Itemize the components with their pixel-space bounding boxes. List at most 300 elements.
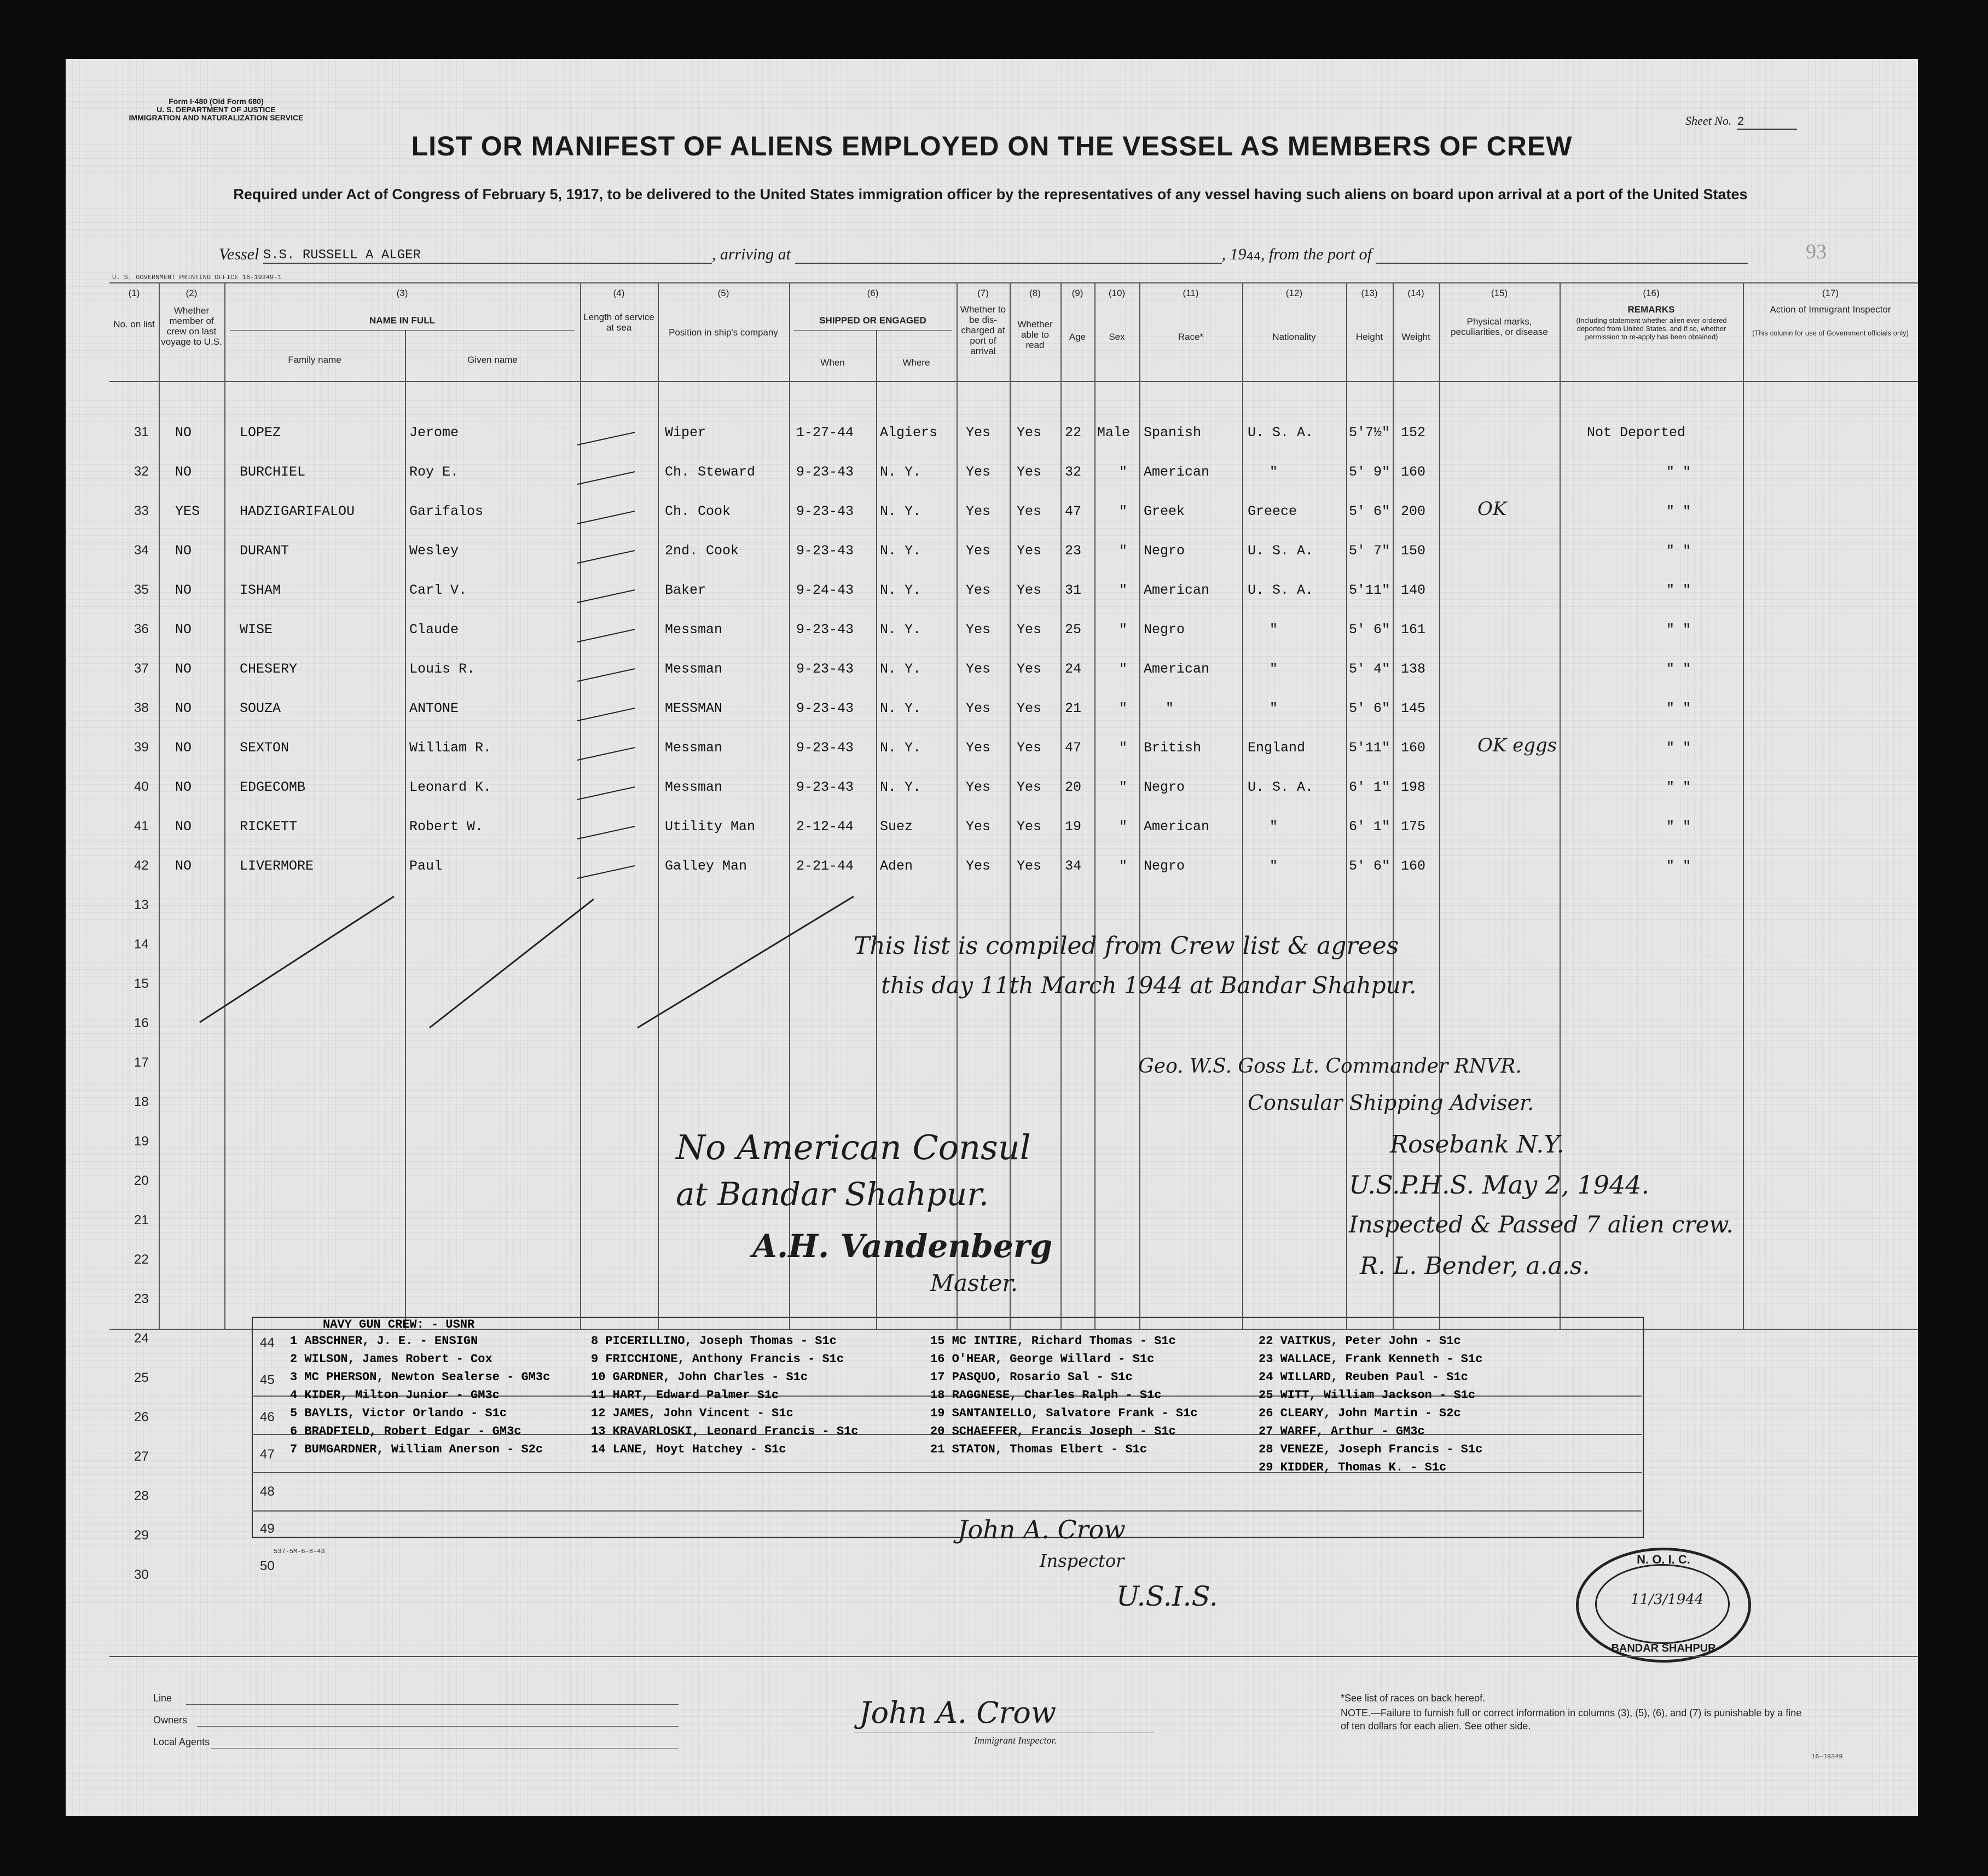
race-cell: Negro: [1144, 779, 1185, 795]
col-number: (2): [186, 288, 198, 298]
sex-cell: ": [1119, 700, 1128, 716]
navy-row-number: 46: [260, 1410, 275, 1425]
page-title: LIST OR MANIFEST OF ALIENS EMPLOYED ON THE VESSEL AS MEMBERS OF CREW: [411, 131, 1573, 161]
col-number: (11): [1183, 288, 1199, 298]
navy-crew-entry: 8 PICERILLINO, Joseph Thomas - S1c: [591, 1334, 837, 1348]
form-id-line: IMMIGRATION AND NATURALIZATION SERVICE: [129, 113, 304, 122]
line-number: 34: [134, 543, 149, 558]
header-no-on-list: No. on list: [113, 319, 155, 329]
family-name-cell: SOUZA: [240, 700, 281, 716]
discharged-cell: Yes: [966, 425, 991, 441]
position-cell: Messman: [665, 740, 723, 756]
position-cell: Wiper: [665, 425, 706, 441]
officer-signature: Geo. W.S. Goss Lt. Commander RNVR.: [1138, 1055, 1522, 1078]
footer-fill-line: [186, 1704, 679, 1705]
shipped-when-cell: 9-23-43: [796, 622, 854, 638]
weight-cell: 160: [1401, 858, 1426, 874]
shipped-when-cell: 9-23-43: [796, 503, 854, 519]
height-cell: 5' 6": [1349, 858, 1390, 874]
naval-office-stamp: [1576, 1548, 1751, 1663]
member-cell: NO: [175, 622, 192, 638]
manifest-sheet: [66, 59, 1918, 1816]
race-cell: British: [1144, 740, 1202, 756]
race-cell: American: [1144, 819, 1210, 835]
footer-races-note: *See list of races on back hereof.: [1341, 1693, 1486, 1704]
line-number: 41: [134, 819, 149, 833]
navy-crew-entry: 24 WILLARD, Reuben Paul - S1c: [1259, 1370, 1468, 1384]
family-name-cell: HADZIGARIFALOU: [240, 503, 355, 519]
remarks-cell: " ": [1666, 464, 1691, 480]
footer-inspector-signature: John A. Crow: [859, 1695, 1057, 1730]
member-cell: NO: [175, 661, 192, 677]
race-cell: ": [1166, 700, 1174, 716]
height-cell: 5' 6": [1349, 622, 1390, 638]
read-cell: Yes: [1017, 425, 1042, 441]
header-remarks-note: (Including statement whether alien ever ordered deported from United States, and if so, whether permission to re-apply has been obtained): [1576, 316, 1727, 341]
read-cell: Yes: [1017, 503, 1042, 519]
nationality-cell: U. S. A.: [1248, 582, 1314, 598]
discharged-cell: Yes: [966, 582, 991, 598]
height-cell: 5' 6": [1349, 503, 1390, 519]
given-name-cell: Leonard K.: [409, 779, 492, 795]
weight-cell: 175: [1401, 819, 1426, 835]
weight-cell: 150: [1401, 543, 1426, 559]
cancel-slash: [430, 899, 594, 1028]
member-cell: NO: [175, 543, 192, 559]
height-cell: 6' 1": [1349, 819, 1390, 835]
age-cell: 22: [1065, 425, 1082, 441]
member-cell: NO: [175, 779, 192, 795]
shipped-when-cell: 2-12-44: [796, 819, 854, 835]
position-cell: 2nd. Cook: [665, 543, 739, 559]
footer-line-label: Line: [153, 1693, 172, 1704]
navy-crew-entry: 12 JAMES, John Vincent - S1c: [591, 1406, 793, 1420]
sex-cell: ": [1119, 543, 1128, 559]
line-number: 24: [134, 1331, 149, 1346]
age-cell: 47: [1065, 740, 1082, 756]
navy-crew-entry: 28 VENEZE, Joseph Francis - S1c: [1259, 1443, 1483, 1456]
position-cell: Baker: [665, 582, 706, 598]
stamp-top-text: N. O. I. C.: [1637, 1553, 1690, 1566]
weight-cell: 198: [1401, 779, 1426, 795]
line-number: 30: [134, 1567, 149, 1582]
family-name-cell: BURCHIEL: [240, 464, 306, 480]
family-name-cell: EDGECOMB: [240, 779, 306, 795]
header-race: Race*: [1178, 332, 1204, 342]
remarks-cell: " ": [1666, 779, 1691, 795]
position-cell: Utility Man: [665, 819, 756, 835]
given-name-cell: Wesley: [409, 543, 459, 559]
length-tick: [577, 826, 635, 839]
age-cell: 19: [1065, 819, 1082, 835]
shipped-where-cell: N. Y.: [880, 700, 921, 716]
physical-marks-cell: OK: [1477, 498, 1507, 520]
footer-owners-label: Owners: [153, 1715, 188, 1726]
navy-crew-entry: 17 PASQUO, Rosario Sal - S1c: [930, 1370, 1133, 1384]
header-age: Age: [1069, 332, 1086, 342]
officer-title: Consular Shipping Adviser.: [1248, 1091, 1534, 1115]
given-name-cell: Roy E.: [409, 464, 459, 480]
weight-cell: 152: [1401, 425, 1426, 441]
navy-crew-entry: 23 WALLACE, Frank Kenneth - S1c: [1259, 1352, 1483, 1366]
sex-cell: ": [1119, 464, 1128, 480]
length-tick: [577, 590, 635, 603]
family-name-cell: ISHAM: [240, 582, 281, 598]
sex-cell: Male: [1097, 425, 1131, 441]
sex-cell: ": [1119, 779, 1128, 795]
line-number: 40: [134, 779, 149, 794]
navy-crew-entry: 10 GARDNER, John Charles - S1c: [591, 1370, 808, 1384]
sex-cell: ": [1119, 740, 1128, 756]
position-cell: Galley Man: [665, 858, 747, 874]
remarks-cell: Not Deported: [1587, 425, 1686, 441]
navy-crew-entry: 20 SCHAEFFER, Francis Joseph - S1c: [930, 1425, 1176, 1438]
navy-rule: [252, 1510, 1642, 1512]
member-cell: YES: [175, 503, 200, 519]
line-number: 21: [134, 1213, 149, 1227]
height-cell: 5' 7": [1349, 543, 1390, 559]
read-cell: Yes: [1017, 661, 1042, 677]
length-tick: [577, 629, 635, 642]
line-number: 29: [134, 1528, 149, 1543]
given-name-cell: Carl V.: [409, 582, 467, 598]
remarks-cell: " ": [1666, 661, 1691, 677]
given-name-cell: Paul: [409, 858, 443, 874]
length-tick: [577, 432, 635, 445]
col-number: (5): [717, 288, 729, 298]
discharged-cell: Yes: [966, 622, 991, 638]
nationality-cell: ": [1270, 464, 1278, 480]
sex-cell: ": [1119, 661, 1128, 677]
weight-cell: 145: [1401, 700, 1426, 716]
header-when: When: [820, 357, 845, 368]
header-whether-member: Whether member of crew on last voyage to U.S.: [161, 305, 222, 347]
age-cell: 32: [1065, 464, 1082, 480]
navy-crew-entry: 3 MC PHERSON, Newton Sealerse - GM3c: [290, 1370, 550, 1384]
header-action-note: (This column for use of Government officials only): [1752, 329, 1909, 337]
master-signature: A.H. Vandenberg: [752, 1227, 1052, 1265]
sex-cell: ": [1119, 503, 1128, 519]
col-number: (1): [128, 288, 140, 298]
navy-crew-entry: 18 RAGGNESE, Charles Ralph - S1c: [930, 1388, 1162, 1402]
race-cell: American: [1144, 464, 1210, 480]
line-number: 13: [134, 898, 149, 912]
navy-crew-entry: 19 SANTANIELLO, Salvatore Frank - S1c: [930, 1406, 1198, 1420]
remarks-cell: " ": [1666, 503, 1691, 519]
col-number: (14): [1407, 288, 1424, 298]
member-cell: NO: [175, 582, 192, 598]
line-number: 38: [134, 700, 149, 715]
line-number: 33: [134, 503, 149, 518]
header-name-in-full: NAME IN FULL: [369, 315, 435, 326]
shipped-when-cell: 9-23-43: [796, 700, 854, 716]
shipped-when-cell: 9-24-43: [796, 582, 854, 598]
header-able-read: Whether able to read: [1017, 319, 1053, 350]
col-number: (9): [1071, 288, 1083, 298]
vessel-name: S.S. RUSSELL A ALGER: [263, 248, 712, 264]
line-number: 17: [134, 1055, 149, 1070]
header-nationality: Nationality: [1272, 332, 1316, 342]
length-tick: [577, 511, 635, 524]
line-number: 14: [134, 937, 149, 952]
header-physical-marks: Physical marks, peculiarities, or disease: [1451, 316, 1548, 337]
line-number: 25: [134, 1370, 149, 1385]
weight-cell: 140: [1401, 582, 1426, 598]
printing-office: U. S. GOVERNMENT PRINTING OFFICE 16-19349-1: [112, 274, 282, 281]
discharged-cell: Yes: [966, 661, 991, 677]
navy-crew-entry: 29 KIDDER, Thomas K. - S1c: [1259, 1461, 1447, 1474]
stamp-bottom-text: BANDAR SHAHPUR: [1611, 1642, 1716, 1654]
nationality-cell: ": [1270, 622, 1278, 638]
weight-cell: 160: [1401, 740, 1426, 756]
length-tick: [577, 787, 635, 800]
line-number: 37: [134, 661, 149, 676]
discharged-cell: Yes: [966, 464, 991, 480]
usis-note: U.S.I.S.: [1116, 1580, 1218, 1612]
height-cell: 5'11": [1349, 740, 1390, 756]
master-title: Master.: [930, 1270, 1018, 1296]
form-id-line: Form I-480 (Old Form 680): [169, 97, 264, 106]
race-cell: American: [1144, 582, 1210, 598]
given-name-cell: Claude: [409, 622, 459, 638]
family-name-cell: WISE: [240, 622, 273, 638]
position-cell: Ch. Cook: [665, 503, 731, 519]
height-cell: 5' 4": [1349, 661, 1390, 677]
navy-crew-entry: 26 CLEARY, John Martin - S2c: [1259, 1406, 1461, 1420]
inspection-note-line-1: Rosebank N.Y.: [1390, 1131, 1564, 1159]
col-number: (13): [1361, 288, 1378, 298]
line-number: 16: [134, 1016, 149, 1030]
position-cell: Messman: [665, 622, 723, 638]
col-number: (12): [1285, 288, 1303, 298]
length-tick: [577, 748, 635, 760]
position-cell: MESSMAN: [665, 700, 723, 716]
header-shipped-engaged: SHIPPED OR ENGAGED: [819, 315, 926, 326]
race-cell: Negro: [1144, 622, 1185, 638]
given-name-cell: Robert W.: [409, 819, 484, 835]
race-cell: American: [1144, 661, 1210, 677]
navy-crew-entry: 1 ABSCHNER, J. E. - ENSIGN: [290, 1334, 478, 1348]
cancel-slash: [637, 896, 854, 1028]
weight-cell: 200: [1401, 503, 1426, 519]
family-name-cell: LOPEZ: [240, 425, 281, 441]
age-cell: 34: [1065, 858, 1082, 874]
given-name-cell: Garifalos: [409, 503, 484, 519]
navy-crew-entry: 21 STATON, Thomas Elbert - S1c: [930, 1443, 1147, 1456]
compiled-note-line-2: this day 11th March 1944 at Bandar Shahpur.: [881, 972, 1417, 999]
navy-crew-entry: 5 BAYLIS, Victor Orlando - S1c: [290, 1406, 507, 1420]
col-number: (17): [1822, 288, 1839, 298]
member-cell: NO: [175, 464, 192, 480]
discharged-cell: Yes: [966, 779, 991, 795]
navy-crew-entry: 25 WITT, William Jackson - S1c: [1259, 1388, 1476, 1402]
age-cell: 47: [1065, 503, 1082, 519]
position-cell: Ch. Steward: [665, 464, 756, 480]
col-number: (7): [977, 288, 989, 298]
discharged-cell: Yes: [966, 700, 991, 716]
header-sex: Sex: [1109, 332, 1125, 342]
weight-cell: 161: [1401, 622, 1426, 638]
line-number: 27: [134, 1449, 149, 1464]
nationality-cell: ": [1270, 858, 1278, 874]
read-cell: Yes: [1017, 700, 1042, 716]
navy-print-code: 537-5M-6-8-43: [274, 1548, 325, 1555]
page-code: 93: [1806, 240, 1827, 263]
age-cell: 20: [1065, 779, 1082, 795]
nationality-cell: ": [1270, 700, 1278, 716]
header-action: Action of Immigrant Inspector: [1770, 304, 1891, 315]
footer-agents-label: Local Agents: [153, 1736, 210, 1747]
col-number: (10): [1108, 288, 1126, 298]
length-tick: [577, 866, 635, 878]
physical-marks-cell: OK eggs: [1477, 734, 1557, 756]
shipped-where-cell: N. Y.: [880, 543, 921, 559]
age-cell: 21: [1065, 700, 1082, 716]
line-number: 32: [134, 464, 149, 479]
line-number: 31: [134, 425, 149, 439]
navy-crew-entry: 4 KIDER, Milton Junior - GM3c: [290, 1388, 500, 1402]
discharged-cell: Yes: [966, 503, 991, 519]
navy-crew-entry: 22 VAITKUS, Peter John - S1c: [1259, 1334, 1461, 1348]
race-cell: Negro: [1144, 858, 1185, 874]
shipped-where-cell: N. Y.: [880, 582, 921, 598]
footer-rule: [109, 1656, 1918, 1657]
line-number: 20: [134, 1173, 149, 1188]
position-cell: Messman: [665, 779, 723, 795]
footer-penalty-note: NOTE.—Failure to furnish full or correct information in columns (3), (5), (6), and (7) is punishable by a fine of ten dollars for each alien. See other side.: [1341, 1707, 1802, 1732]
year-prefix: , 19: [1221, 245, 1247, 263]
inspection-note-line-4: R. L. Bender, a.a.s.: [1360, 1252, 1590, 1280]
header-length-service: Length of service at sea: [583, 312, 654, 333]
read-cell: Yes: [1017, 582, 1042, 598]
shipped-where-cell: N. Y.: [880, 464, 921, 480]
remarks-cell: " ": [1666, 819, 1691, 835]
read-cell: Yes: [1017, 464, 1042, 480]
navy-row-number: 49: [260, 1521, 275, 1536]
footer-form-code: 16—19349: [1811, 1753, 1843, 1761]
arriving-label: , arriving at: [711, 245, 791, 263]
sex-cell: ": [1119, 819, 1128, 835]
weight-cell: 138: [1401, 661, 1426, 677]
col-number: (16): [1643, 288, 1660, 298]
navy-row-number: 47: [260, 1447, 275, 1462]
remarks-cell: " ": [1666, 622, 1691, 638]
line-number: 42: [134, 858, 149, 873]
header-position: Position in ship's company: [669, 327, 778, 338]
height-cell: 5' 6": [1349, 700, 1390, 716]
col-number: (6): [867, 288, 879, 298]
family-name-cell: LIVERMORE: [240, 858, 314, 874]
sex-cell: ": [1119, 622, 1128, 638]
age-cell: 23: [1065, 543, 1082, 559]
remarks-cell: " ": [1666, 700, 1691, 716]
header-weight: Weight: [1401, 332, 1430, 342]
navy-crew-entry: 7 BUMGARDNER, William Anerson - S2c: [290, 1443, 543, 1456]
line-number: 35: [134, 582, 149, 597]
compiled-note-line-1: This list is compiled from Crew list & agrees: [854, 932, 1399, 960]
read-cell: Yes: [1017, 819, 1042, 835]
shipped-where-cell: Algiers: [880, 425, 938, 441]
remarks-cell: " ": [1666, 740, 1691, 756]
nationality-cell: U. S. A.: [1248, 779, 1314, 795]
navy-row-number: 50: [260, 1559, 275, 1573]
race-cell: Spanish: [1144, 425, 1202, 441]
length-tick: [577, 472, 635, 484]
family-name-cell: RICKETT: [240, 819, 298, 835]
given-name-cell: William R.: [409, 740, 492, 756]
navy-row-number: 44: [260, 1335, 275, 1350]
member-cell: NO: [175, 425, 192, 441]
shipped-where-cell: Aden: [880, 858, 913, 874]
remarks-cell: " ": [1666, 582, 1691, 598]
height-cell: 5'11": [1349, 582, 1390, 598]
header-discharged: Whether to be dis-charged at port of arrival: [960, 304, 1006, 356]
nationality-cell: U. S. A.: [1248, 425, 1314, 441]
length-tick: [577, 669, 635, 681]
col-number: (4): [613, 288, 625, 298]
read-cell: Yes: [1017, 858, 1042, 874]
race-cell: Negro: [1144, 543, 1185, 559]
given-name-cell: ANTONE: [409, 700, 459, 716]
member-cell: NO: [175, 740, 192, 756]
member-cell: NO: [175, 700, 192, 716]
weight-cell: 160: [1401, 464, 1426, 480]
shipped-where-cell: N. Y.: [880, 740, 921, 756]
navy-row-number: 45: [260, 1373, 275, 1387]
remarks-cell: " ": [1666, 543, 1691, 559]
height-cell: 5' 9": [1349, 464, 1390, 480]
read-cell: Yes: [1017, 543, 1042, 559]
shipped-when-cell: 9-23-43: [796, 543, 854, 559]
shipped-where-cell: N. Y.: [880, 622, 921, 638]
line-number: 26: [134, 1410, 149, 1425]
col-number: (15): [1491, 288, 1508, 298]
line-number: 18: [134, 1095, 149, 1109]
consul-note-line-2: at Bandar Shahpur.: [676, 1176, 989, 1213]
discharged-cell: Yes: [966, 543, 991, 559]
read-cell: Yes: [1017, 779, 1042, 795]
inspection-note-line-3: Inspected & Passed 7 alien crew.: [1349, 1211, 1734, 1238]
shipped-when-cell: 9-23-43: [796, 464, 854, 480]
age-cell: 31: [1065, 582, 1082, 598]
year-suffix: 44: [1246, 250, 1261, 264]
read-cell: Yes: [1017, 740, 1042, 756]
given-name-cell: Jerome: [409, 425, 459, 441]
line-number: 23: [134, 1292, 149, 1306]
line-number: 19: [134, 1134, 149, 1149]
navy-header: NAVY GUN CREW: - USNR: [323, 1318, 475, 1331]
age-cell: 25: [1065, 622, 1082, 638]
sex-cell: ": [1119, 858, 1128, 874]
header-remarks: REMARKS: [1627, 304, 1675, 315]
line-number: 15: [134, 976, 149, 991]
footer-inspector-label: Immigrant Inspector.: [974, 1735, 1057, 1746]
race-cell: Greek: [1144, 503, 1185, 519]
inspection-note-line-2: U.S.P.H.S. May 2, 1944.: [1349, 1170, 1650, 1200]
navy-crew-entry: 2 WILSON, James Robert - Cox: [290, 1352, 492, 1366]
line-number: 39: [134, 740, 149, 755]
navy-crew-entry: 13 KRAVARLOSKI, Leonard Francis - S1c: [591, 1425, 859, 1438]
stamp-date: 11/3/1944: [1631, 1591, 1704, 1608]
family-name-cell: CHESERY: [240, 661, 298, 677]
member-cell: NO: [175, 858, 192, 874]
height-cell: 6' 1": [1349, 779, 1390, 795]
nationality-cell: ": [1270, 819, 1278, 835]
family-name-cell: SEXTON: [240, 740, 289, 756]
sex-cell: ": [1119, 582, 1128, 598]
navy-crew-entry: 16 O'HEAR, George Willard - S1c: [930, 1352, 1155, 1366]
length-tick: [577, 708, 635, 721]
